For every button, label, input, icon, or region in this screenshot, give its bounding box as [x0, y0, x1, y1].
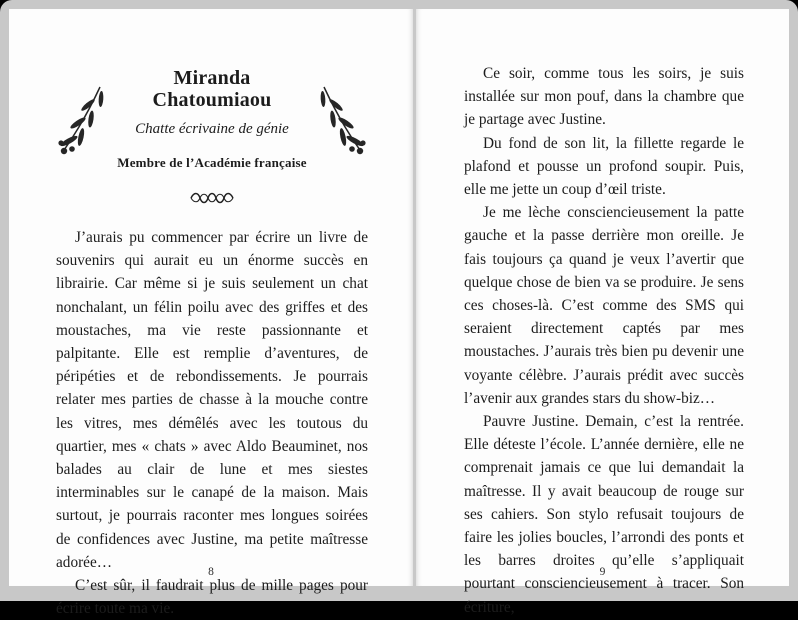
paragraph: Ce soir, comme tous les soirs, je suis installée sur mon pouf, dans la chambre que je partage avec Justine. [464, 65, 744, 129]
paragraph: Du fond de son lit, la fillette regarde le plafond et pousse un profond soupir. Puis, elle me jette un coup d’œil triste. [464, 134, 744, 199]
right-page-body [464, 62, 744, 619]
left-page-body [56, 226, 368, 620]
chapter-header-text [112, 67, 312, 171]
section-divider-icon [56, 191, 368, 205]
paragraph: Je me lèche consciencieusement la patte gauche et la passe derrière mon oreille. Je fais toujours ça quand je veux l’avertir que quelque chose de bien va se produire. Je sens ces choses-là. C’est comme des SMS qui seraient directement captés par mes moustaches. J’aurais très bien pu devenir une voyante célèbre. J’aurais prédit avec succès l’avenir aux grandes stars du show-biz… [464, 204, 744, 407]
left-page [9, 9, 413, 618]
book-title: Miranda Chatoumiaou [152, 67, 272, 111]
paragraph: C’est sûr, il faudrait plus de mille pages pour écrire toute ma vie. [56, 577, 368, 618]
paragraph: Pauvre Justine. Demain, c’est la rentrée. Elle déteste l’école. L’année dernière, elle ne comprenait jamais ce que lui demandait la maîtresse. Il y avait beaucoup de rouge sur ses cahiers. Son stylo refusait toujours de faire les jolies boucles, l’arrondi des ponts et les barres droites qu’elle s’appliquait pourtant consciencieusement à tracer. Son écriture, [464, 413, 744, 616]
paragraph: J’aurais pu commencer par écrire un livre de souvenirs qui aurait eu un énorme succès en librairie. Car même si je suis seulement un chat nonchalant, un félin poilu avec des griffes et des moustaches, ma vie reste passionnante et palpitante. Elle est remplie d’aventures, de péripéties et de rebondissements. Je pourrais relater mes parties de chasse à la mouche contre les vitres, mes démêlés avec les toutous du quartier, mes « chats » avec Aldo Beauminet, nos balades au clair de lune et mes siestes interminables sur le canapé de la maison. Mais surtout, je pourrais raconter mes longues soirées de confidences avec Justine, ma petite maîtresse adorée… [56, 229, 368, 571]
olive-branch-left-icon [56, 81, 108, 157]
book-affiliation: Membre de l’Académie française [117, 155, 307, 170]
chapter-header [56, 67, 368, 171]
right-page [416, 9, 789, 616]
book-spread [9, 9, 789, 618]
page-number-right: 9 [599, 566, 606, 578]
page-number-left: 8 [208, 566, 214, 578]
olive-branch-right-icon [316, 81, 368, 157]
book-subtitle: Chatte écrivaine de génie [135, 121, 289, 137]
